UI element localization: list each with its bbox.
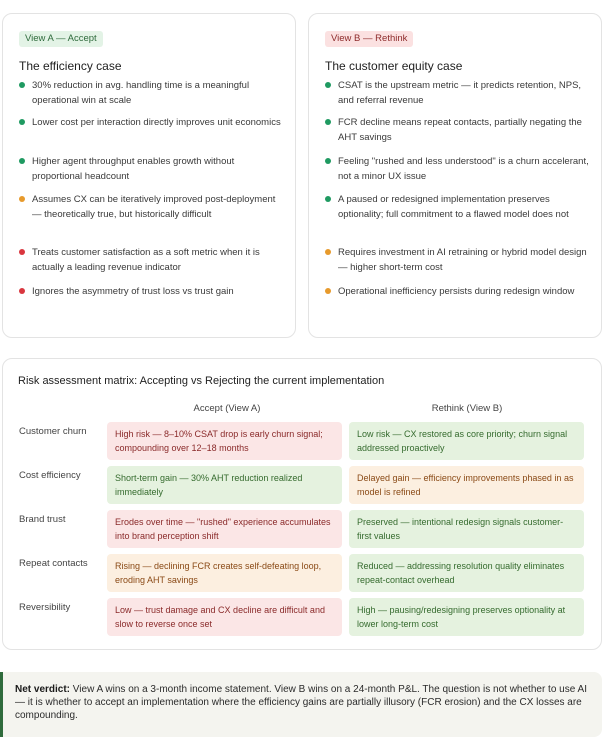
risk-matrix xyxy=(2,358,602,650)
column-header-accept: Accept (View A) xyxy=(193,403,261,414)
positive-bullet-icon xyxy=(325,196,331,202)
row-label: Brand trust xyxy=(19,514,66,525)
view-a-item-text: Ignores the asymmetry of trust loss vs trust gain xyxy=(32,286,234,297)
column-header-rethink: Rethink (View B) xyxy=(431,403,503,414)
net-verdict xyxy=(0,672,602,737)
view-b-tag: View B — Rethink xyxy=(325,31,413,47)
view-b-title: The customer equity case xyxy=(325,59,463,74)
view-a-item-text: Higher agent throughput enables growth without proportional headcount xyxy=(32,156,235,182)
positive-bullet-icon xyxy=(19,82,25,88)
view-b-card xyxy=(308,13,602,338)
view-b-item xyxy=(325,154,593,184)
view-b-item-text: CSAT is the upstream metric — it predicts retention, NPS, and referral revenue xyxy=(338,80,582,106)
matrix-cell-accept: Erodes over time — "rushed" experience accumulates into brand perception shift xyxy=(107,510,342,548)
view-a-item xyxy=(19,284,287,299)
view-b-item-text: A paused or redesigned implementation preserves optionality; full commitment to a flawed model does not xyxy=(338,194,569,220)
positive-bullet-icon xyxy=(19,158,25,164)
matrix-cell-accept: High risk — 8–10% CSAT drop is early churn signal; compounding over 12–18 months xyxy=(107,422,342,460)
positive-bullet-icon xyxy=(325,158,331,164)
row-label: Cost efficiency xyxy=(19,470,81,481)
view-b-item xyxy=(325,245,593,275)
matrix-cell-rethink: Reduced — addressing resolution quality eliminates repeat-contact overhead xyxy=(349,554,584,592)
view-a-item xyxy=(19,115,287,130)
view-a-item xyxy=(19,245,287,275)
negative-bullet-icon xyxy=(19,288,25,294)
view-a-item-text: Lower cost per interaction directly improves unit economics xyxy=(32,117,281,128)
view-a-tag: View A — Accept xyxy=(19,31,103,47)
view-b-item-text: Requires investment in AI retraining or hybrid model design — higher short-term cost xyxy=(338,247,587,273)
positive-bullet-icon xyxy=(325,82,331,88)
view-a-item-text: Treats customer satisfaction as a soft metric when it is actually a leading revenue indicator xyxy=(32,247,260,273)
view-b-item-text: FCR decline means repeat contacts, partially negating the AHT savings xyxy=(338,117,582,143)
matrix-cell-rethink: Preserved — intentional redesign signals customer-first values xyxy=(349,510,584,548)
caution-bullet-icon xyxy=(19,196,25,202)
matrix-title: Risk assessment matrix: Accepting vs Rejecting the current implementation xyxy=(18,375,385,387)
view-a-item-text: 30% reduction in avg. handling time is a meaningful operational win at scale xyxy=(32,80,250,106)
row-label: Customer churn xyxy=(19,426,87,437)
row-label: Repeat contacts xyxy=(19,558,88,569)
view-a-title: The efficiency case xyxy=(19,59,122,74)
row-label: Reversibility xyxy=(19,602,71,613)
view-b-item xyxy=(325,284,593,299)
matrix-cell-accept: Low — trust damage and CX decline are difficult and slow to reverse once set xyxy=(107,598,342,636)
view-b-item xyxy=(325,78,593,108)
verdict-label: Net verdict: xyxy=(15,684,71,695)
view-b-item-text: Operational inefficiency persists during redesign window xyxy=(338,286,575,297)
view-b-item-text: Feeling "rushed and less understood" is a churn accelerant, not a minor UX issue xyxy=(338,156,589,182)
verdict-text: View A wins on a 3-month income statement. View B wins on a 24-month P&L. The question is not whether to use AI — it is whether to accept an implementation where the efficiency gains are partially illusory (FCR erosion) and the CX losses are compounding. xyxy=(15,684,587,721)
matrix-cell-accept: Rising — declining FCR creates self-defeating loop, eroding AHT savings xyxy=(107,554,342,592)
matrix-cell-rethink: Low risk — CX restored as core priority; churn signal addressed proactively xyxy=(349,422,584,460)
matrix-cell-rethink: High — pausing/redesigning preserves optionality at lower long-term cost xyxy=(349,598,584,636)
view-a-item xyxy=(19,192,287,222)
view-a-item xyxy=(19,154,287,184)
caution-bullet-icon xyxy=(325,288,331,294)
view-b-item xyxy=(325,192,593,222)
matrix-cell-accept: Short-term gain — 30% AHT reduction realized immediately xyxy=(107,466,342,504)
positive-bullet-icon xyxy=(19,119,25,125)
caution-bullet-icon xyxy=(325,249,331,255)
view-b-item xyxy=(325,115,593,145)
negative-bullet-icon xyxy=(19,249,25,255)
positive-bullet-icon xyxy=(325,119,331,125)
matrix-cell-rethink: Delayed gain — efficiency improvements phased in as model is refined xyxy=(349,466,584,504)
view-a-item xyxy=(19,78,287,108)
view-a-card xyxy=(2,13,296,338)
view-a-item-text: Assumes CX can be iteratively improved post-deployment — theoretically true, but historically difficult xyxy=(32,194,276,220)
